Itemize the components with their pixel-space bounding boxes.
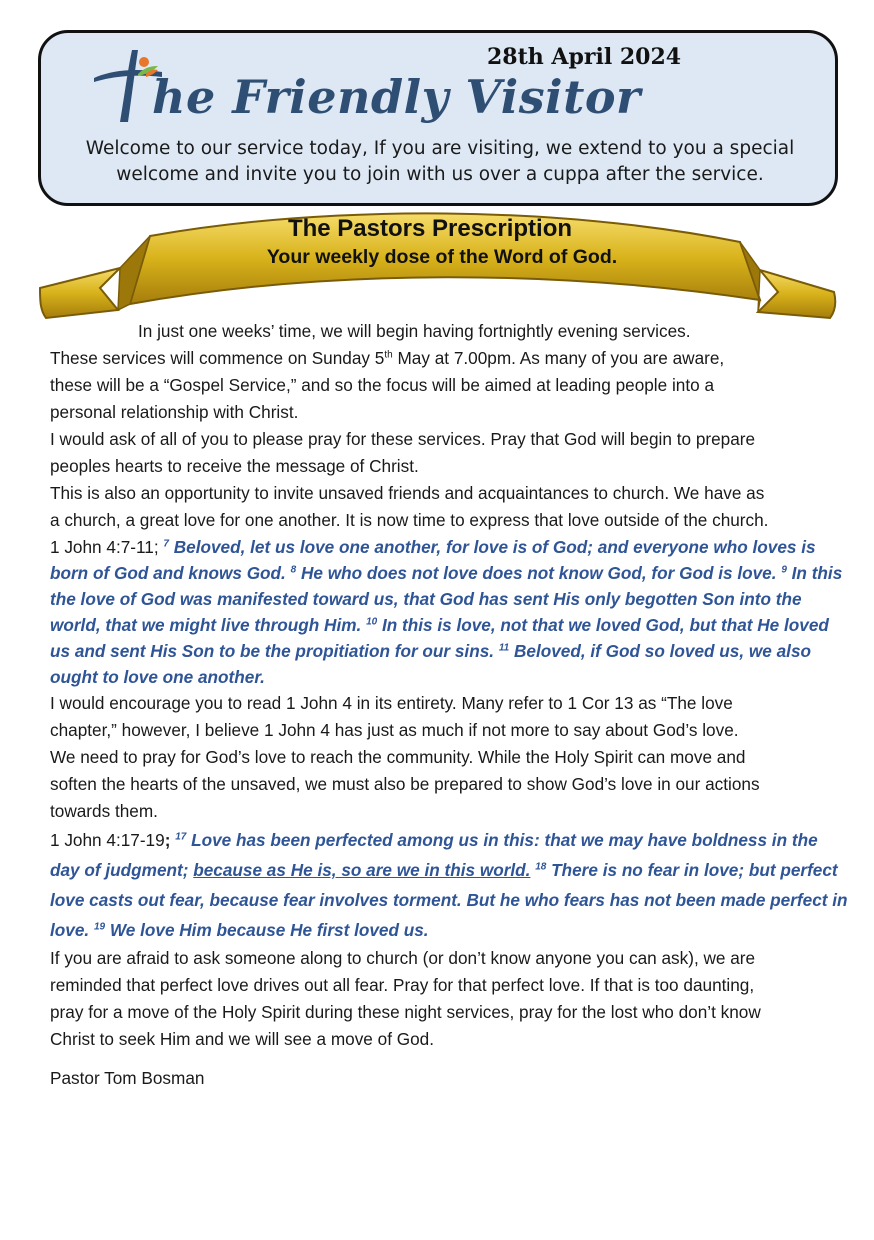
banner-subtitle: Your weekly dose of the Word of God.	[266, 246, 618, 268]
issue-date: 28th April 2024	[487, 44, 682, 70]
scripture-text	[50, 830, 848, 940]
verse: He who does not love does not know God, for God is love.	[300, 563, 777, 583]
paragraph	[50, 690, 850, 825]
text-line: These services will commence on Sunday 5th May at 7.00pm. As many of you are aware,	[50, 348, 725, 368]
scripture-passage	[50, 534, 850, 690]
text-line: Christ to seek Him and we will see a move of God.	[50, 1029, 435, 1049]
paragraph	[50, 480, 850, 534]
scripture-text	[50, 537, 842, 687]
text-line: personal relationship with Christ.	[50, 402, 299, 422]
text-line: chapter,” however, I believe 1 John 4 has just as much if not more to say about God’s love.	[50, 720, 739, 740]
text-line: We need to pray for God’s love to reach the community. While the Holy Spirit can move and	[50, 747, 746, 767]
text-line: peoples hearts to receive the message of Christ.	[50, 456, 419, 476]
verse-number: 11	[498, 642, 510, 654]
verse: We love Him because He first loved us.	[109, 920, 429, 940]
verse: Beloved, let us love one another, for love is of God; and everyone who loves is born of God and knows God.	[50, 537, 816, 583]
text-line: In just one weeks’ time, we will begin having fortnightly evening services.	[138, 321, 691, 341]
welcome-line: welcome and invite you to join with us over a cuppa after the service.	[116, 164, 764, 185]
text-line: towards them.	[50, 801, 158, 821]
verse-number: 10	[366, 616, 378, 628]
verse-underlined: because as He is, so are we in this world.	[193, 860, 531, 880]
text-line: pray for a move of the Holy Spirit during these night services, pray for the lost who don’t know	[50, 1002, 761, 1022]
scripture-reference: 1 John 4:7-11;	[50, 537, 159, 557]
article-body	[50, 318, 850, 1091]
text-line: a church, a great love for one another. It is now time to express that love outside of the church.	[50, 510, 769, 530]
welcome-line: Welcome to our service today, If you are visiting, we extend to you a special	[85, 138, 795, 159]
verse: In this the love of God was manifested toward us, that God has sent His only begotten Son into the world, that we might live through Him.	[50, 563, 843, 635]
verse: Love has been perfected among us in this: that we may have boldness in the day of judgment;	[50, 830, 818, 880]
paragraph	[50, 318, 850, 426]
verse-number: 17	[175, 831, 187, 843]
paragraph	[50, 426, 850, 480]
scripture-passage	[50, 825, 850, 945]
text-line: This is also an opportunity to invite unsaved friends and acquaintances to church. We have as	[50, 483, 765, 503]
scripture-separator: ;	[164, 830, 171, 850]
newsletter-title: he Friendly Visitor	[152, 70, 641, 124]
banner-title: The Pastors Prescription	[287, 215, 573, 242]
text-line: these will be a “Gospel Service,” and so the focus will be aimed at leading people into a	[50, 375, 715, 395]
verse-number: 19	[93, 921, 106, 933]
signature: Pastor Tom Bosman	[50, 1068, 205, 1088]
superscript: th	[384, 349, 393, 361]
text-line: If you are afraid to ask someone along to church (or don’t know anyone you can ask), we are	[50, 948, 756, 968]
verse-number: 7	[163, 538, 169, 550]
welcome-message	[60, 136, 820, 188]
paragraph	[50, 945, 850, 1053]
text-line: reminded that perfect love drives out all fear. Pray for that perfect love. If that is too daunting,	[50, 975, 755, 995]
verse: In this is love, not that we loved God, but that He loved us and sent His Son to be the propitiation for our sins.	[50, 615, 829, 661]
verse: Beloved, if God so loved us, we also ought to love one another.	[50, 641, 812, 687]
scripture-reference: 1 John 4:17-19	[50, 830, 165, 850]
verse: There is no fear in love; but perfect love casts out fear, because fear involves torment. But he who fears has not been made perfect in love.	[50, 860, 848, 940]
verse-number: 18	[535, 861, 547, 873]
text-line: I would ask of all of you to please pray for these services. Pray that God will begin to prepare	[50, 429, 756, 449]
text-line: I would encourage you to read 1 John 4 in its entirety. Many refer to 1 Cor 13 as “The love	[50, 693, 733, 713]
verse-number: 8	[290, 564, 297, 576]
verse-number: 9	[781, 564, 787, 576]
text-line: soften the hearts of the unsaved, we must also be prepared to show God’s love in our actions	[50, 774, 760, 794]
